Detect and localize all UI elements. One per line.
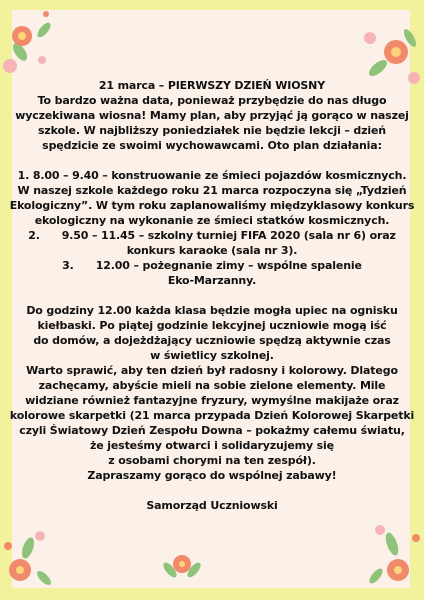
plan-item-3-number: 3. [62,259,74,272]
outro-line: kolorowe skarpetki (21 marca przypada Dzień Kolorowej Skarpetki [9,409,415,422]
plan-line: W naszej szkole każdego roku 21 marca rozpoczyna się „Tydzień [17,184,407,197]
flower-bouquet-top-left-icon [0,0,60,80]
outro-line: Do godziny 12.00 każda klasa będzie mogła upiec na ognisku [26,304,398,317]
plan-item-2-text: 9.50 – 11.45 – szkolny turniej FIFA 2020 (sala nr 6) oraz [61,229,396,242]
outro-line: że jesteśmy otwarci i solidaryzujemy się [90,439,334,452]
intro-line: To bardzo ważna data, ponieważ przybędzie do nas długo [37,94,387,107]
flower-bouquet-bottom-left-icon [0,518,60,600]
outro-line: widziane również fantazyjne fryzury, wymyślne makijaże oraz [25,394,399,407]
plan-line: Ekologiczny”. W tym roku zaplanowaliśmy międzyklasowy konkurs [9,199,415,212]
intro-line: szkole. W najbliższy poniedziałek nie będzie lekcji – dzień [38,124,386,137]
outro-line: zachęcamy, abyście mieli na sobie zielone elementy. Mile [38,379,386,392]
outro-line: kiełbaski. Po piątej godzinie lekcyjnej uczniowie mogą iść [37,319,387,332]
intro-line: wyczekiwana wiosna! Mamy plan, aby przyjąć ją gorąco w naszej [15,109,409,122]
outro-line: do domów, a dojeżdżający uczniowie spędzą aktywnie czas [33,334,391,347]
signature: Samorząd Uczniowski [146,499,278,512]
plan-line: 1. 8.00 – 9.40 – konstruowanie ze śmieci pojazdów kosmicznych. [17,169,407,182]
outro-line: Warto sprawić, aby ten dzień był radosny i kolorowy. Dlatego [26,364,398,377]
plan-item-2 [0,228,424,243]
plan-item-2-cont: konkurs karaoke (sala nr 3). [126,244,298,257]
outro-line: w świetlicy szkolnej. [150,349,274,362]
outro-line: czyli Światowy Dzień Zespołu Downa – pokażmy całemu światu, [19,424,405,437]
intro-line: spędzicie ze swoimi wychowawcami. Oto plan działania: [42,139,382,152]
announcement-text [0,78,424,513]
outro-line: Zapraszamy gorąco do wspólnej zabawy! [87,469,337,482]
flower-bouquet-bottom-right-icon [362,514,424,600]
flower-bottom-center-icon [160,548,204,588]
announcement-title: 21 marca – PIERWSZY DZIEŃ WIOSNY [98,79,326,92]
plan-item-3 [0,258,424,273]
plan-item-3-text: 12.00 – pożegnanie zimy – wspólne spalenie [95,259,362,272]
plan-line: ekologiczny na wykonanie ze śmieci statków kosmicznych. [34,214,390,227]
outro-line: z osobami chorymi na ten zespół). [108,454,316,467]
plan-item-3-cont: Eko-Marzanny. [167,274,257,287]
plan-item-2-number: 2. [28,229,40,242]
